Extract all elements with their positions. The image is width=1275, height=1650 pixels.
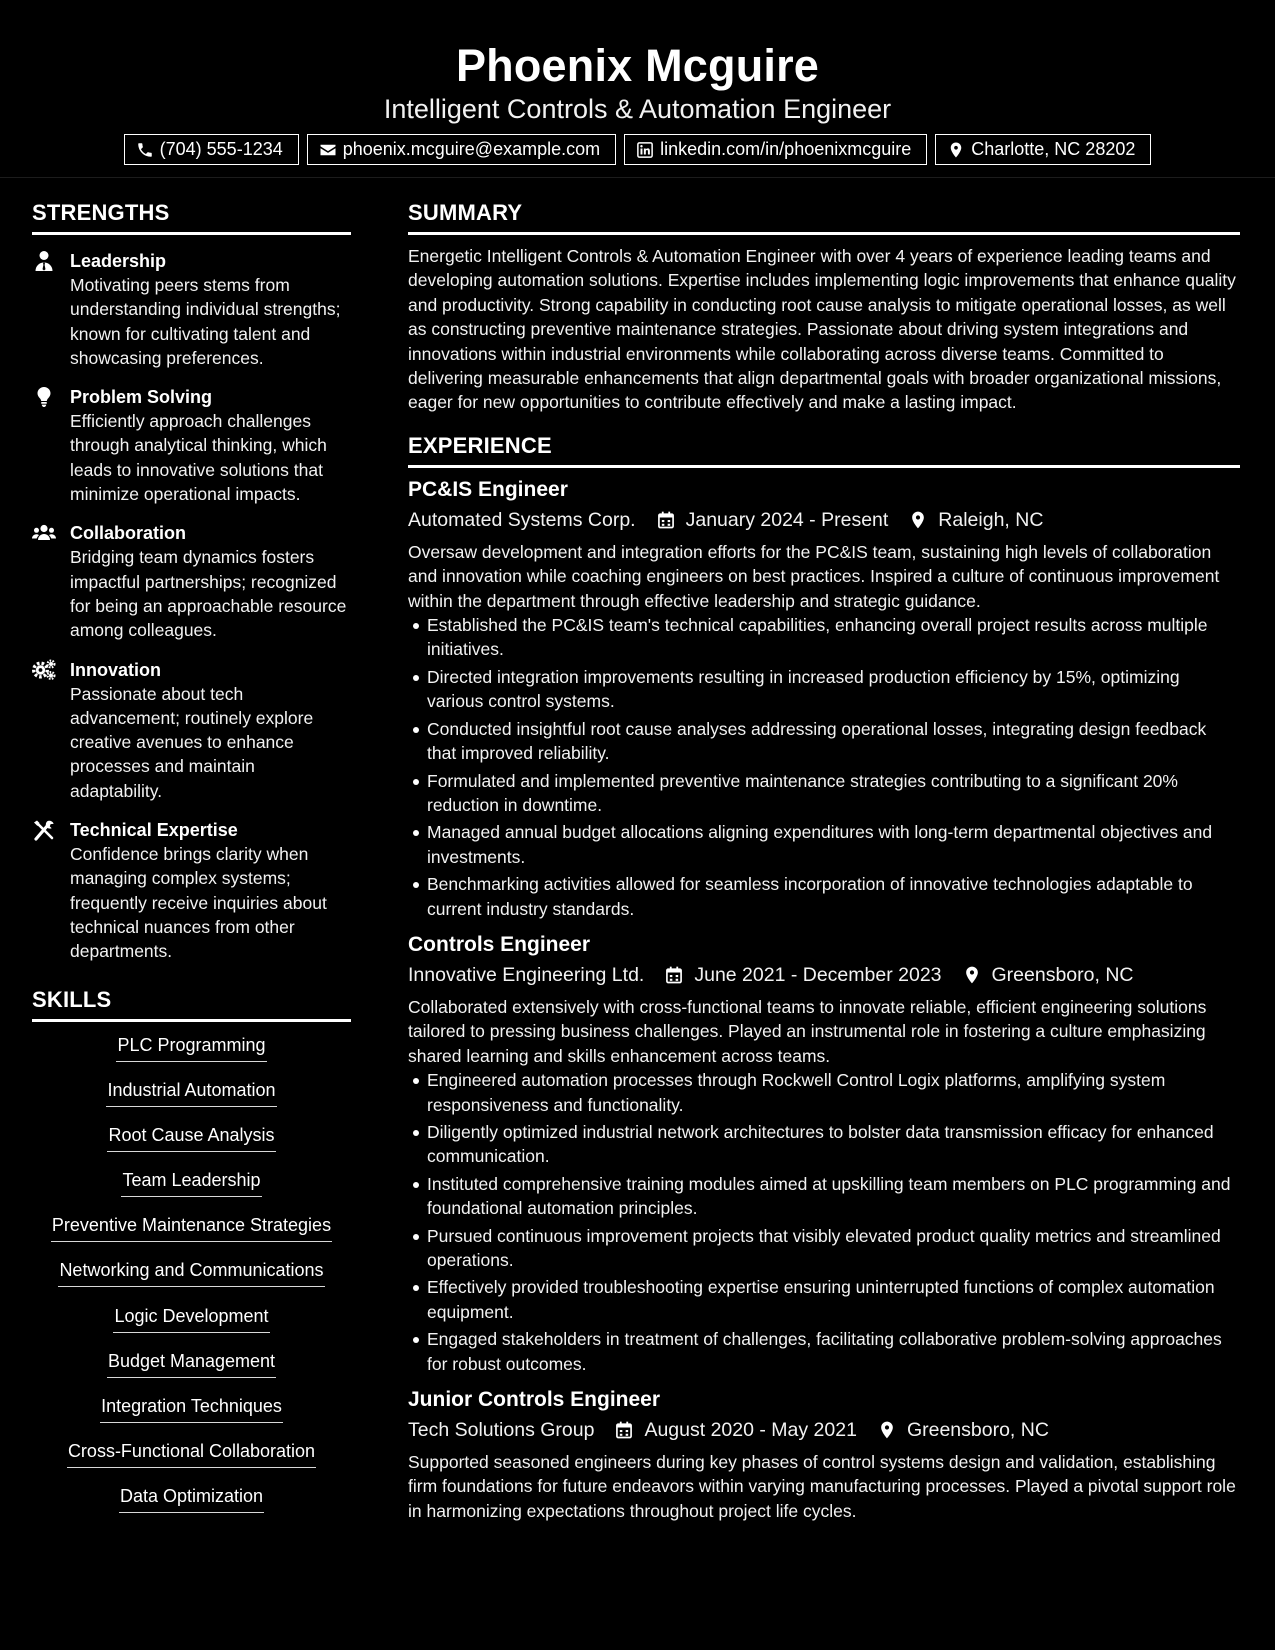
strengths-heading: STRENGTHS: [32, 200, 351, 235]
left-column: [32, 200, 351, 1530]
skill-label: PLC Programming: [116, 1033, 266, 1062]
strength-description: Bridging team dynamics fosters impactful partnerships; recognized for being an approachable resource among colleagues.: [70, 547, 347, 641]
skill-item: [32, 1258, 351, 1303]
strength-title: Collaboration: [70, 523, 186, 544]
list-item: Effectively provided troubleshooting expertise ensuring uninterrupted functions of complex automation equipment.: [408, 1275, 1240, 1324]
skill-label: Preventive Maintenance Strategies: [51, 1213, 332, 1242]
list-item: Engaged stakeholders in treatment of challenges, facilitating collaborative problem-solving approaches for robust outcomes.: [408, 1327, 1240, 1376]
contact-location[interactable]: [935, 134, 1151, 165]
location-pin-icon: [908, 510, 928, 530]
skill-item: [32, 1439, 351, 1484]
strength-title: Technical Expertise: [70, 820, 238, 841]
contact-location-text: Charlotte, NC 28202: [971, 139, 1136, 159]
strength-title: Problem Solving: [70, 387, 213, 408]
list-item: Engineered automation processes through Rockwell Control Logix platforms, amplifying system responsiveness and functionality.: [408, 1068, 1240, 1117]
contact-phone[interactable]: [124, 134, 299, 165]
strength-leadership: [32, 249, 351, 370]
phone-icon: [136, 141, 154, 159]
calendar-icon: [614, 1420, 634, 1440]
job-meta: [408, 1417, 1240, 1443]
list-item: Pursued continuous improvement projects that visibly elevated product quality metrics and streamlined operations.: [408, 1224, 1240, 1273]
skill-label: Logic Development: [113, 1304, 269, 1333]
job-dates: June 2021 - December 2023: [694, 963, 942, 986]
skill-label: Budget Management: [107, 1349, 276, 1378]
list-item: Directed integration improvements resulting in increased production efficiency by 15%, optimizing various control systems.: [408, 665, 1240, 714]
list-item: Benchmarking activities allowed for seamless incorporation of innovative technologies adaptable to current industry standards.: [408, 872, 1240, 921]
users-icon: [32, 522, 56, 544]
skills-list: [32, 1033, 351, 1530]
job-title: PC&IS Engineer: [408, 477, 568, 501]
list-item: Instituted comprehensive training modules aimed at upskilling team members on PLC programming and foundational automation principles.: [408, 1172, 1240, 1221]
job-meta: [408, 507, 1240, 533]
strength-title: Leadership: [70, 251, 167, 271]
job-description: Collaborated extensively with cross-functional teams to innovate reliable, efficient engineering solutions tailored to pressing business challenges. Played an instrumental role in fostering a culture emphasizing shared learning and skills enhancement across teams.: [408, 996, 1207, 1066]
job-description: Supported seasoned engineers during key phases of control systems design and validation, establishing firm foundations for future endeavors within varying manufacturing processes. Played a pivotal support role in harmonizing expectations throughout project life cycles.: [408, 1452, 1236, 1521]
strength-description: Efficiently approach challenges through analytical thinking, which leads to innovative solutions that minimize operational impacts.: [70, 411, 327, 505]
job-dates: August 2020 - May 2021: [644, 1419, 857, 1442]
tools-icon: [32, 819, 56, 841]
job-description: Oversaw development and integration efforts for the PC&IS team, sustaining high levels of collaboration and innovation while coaching engineers on best practices. Inspired a culture of continuous improvement within the department through effective leadership and strategic guidance.: [408, 541, 1220, 611]
summary-text: Energetic Intelligent Controls & Automation Engineer with over 4 years of experience leading teams and developing automation solutions. Expertise includes implementing logic improvements that enhance quality and productivity. Strong capability in conducting root cause analysis to mitigate operational losses, as well as constructing preventive maintenance strategies. Passionate about driving system integrations and innovations within industrial environments while collaborating across diverse teams. Committed to delivering measurable enhancements that align departmental goals with broader organizational missions, eager for new opportunities to contribute effectively and make a lasting impact.: [408, 246, 1236, 413]
calendar-icon: [656, 510, 676, 530]
summary-heading: SUMMARY: [408, 200, 1240, 235]
user-tie-icon: [32, 250, 56, 272]
strength-technical-expertise: [32, 818, 351, 963]
strength-description: Confidence brings clarity when managing complex systems; frequently receive inquiries about technical nuances from other departments.: [70, 844, 327, 962]
skill-item: [32, 1033, 351, 1078]
job-meta: [408, 962, 1240, 988]
linkedin-icon: [636, 141, 654, 159]
contact-linkedin-text: linkedin.com/in/phoenixmcguire: [660, 139, 912, 159]
strength-problem-solving: [32, 385, 351, 506]
skill-label: Data Optimization: [119, 1484, 264, 1513]
contact-email[interactable]: [307, 134, 616, 165]
skill-label: Integration Techniques: [100, 1394, 283, 1423]
job-title: Controls Engineer: [408, 932, 591, 956]
skill-label: Root Cause Analysis: [107, 1123, 275, 1152]
skill-item: [32, 1078, 351, 1123]
strength-innovation: [32, 658, 351, 803]
skill-item: [32, 1213, 351, 1258]
job-title: Junior Controls Engineer: [408, 1388, 661, 1412]
calendar-icon: [664, 965, 684, 985]
candidate-title: Intelligent Controls & Automation Engineer: [383, 94, 892, 124]
job-location: Greensboro, NC: [991, 963, 1134, 986]
skill-item: [32, 1394, 351, 1439]
skill-item: [32, 1123, 351, 1168]
job-company: Innovative Engineering Ltd.: [408, 963, 645, 986]
job-achievements: [408, 1068, 1240, 1376]
job-dates: January 2024 - Present: [685, 508, 889, 531]
skill-item: [32, 1304, 351, 1349]
job-location: Raleigh, NC: [938, 508, 1044, 531]
skill-label: Cross-Functional Collaboration: [67, 1439, 316, 1468]
contact-email-text: phoenix.mcguire@example.com: [342, 139, 601, 159]
job-entry: [408, 1386, 1240, 1523]
envelope-icon: [319, 141, 337, 159]
skill-item: [32, 1349, 351, 1394]
contact-bar: [0, 134, 1275, 165]
resume-header: [0, 0, 1275, 178]
skill-label: Networking and Communications: [58, 1258, 324, 1287]
list-item: Managed annual budget allocations aligning expenditures with long-term departmental objectives and investments.: [408, 820, 1240, 869]
location-pin-icon: [962, 965, 982, 985]
list-item: Formulated and implemented preventive maintenance strategies contributing to a significant 20% reduction in downtime.: [408, 769, 1240, 818]
job-achievements: [408, 613, 1240, 921]
strength-description: Passionate about tech advancement; routinely explore creative avenues to enhance processes and maintain adaptability.: [70, 683, 314, 801]
location-pin-icon: [877, 1420, 897, 1440]
job-company: Tech Solutions Group: [408, 1419, 595, 1442]
contact-phone-text: (704) 555-1234: [159, 139, 283, 159]
experience-heading: EXPERIENCE: [408, 433, 1240, 468]
skill-label: Team Leadership: [121, 1168, 261, 1197]
right-column: [408, 200, 1240, 1523]
skill-item: [32, 1168, 351, 1213]
list-item: Conducted insightful root cause analyses addressing operational losses, integrating design feedback that improved reliability.: [408, 717, 1240, 766]
location-pin-icon: [947, 141, 965, 159]
skills-heading: SKILLS: [32, 987, 351, 1022]
strength-title: Innovation: [70, 659, 161, 680]
candidate-name: Phoenix Mcguire: [455, 40, 820, 91]
skill-item: [32, 1484, 351, 1529]
gears-icon: [32, 659, 56, 681]
list-item: Diligently optimized industrial network architectures to bolster data transmission efficacy for enhanced communication.: [408, 1120, 1240, 1169]
job-entry: [408, 476, 1240, 921]
strength-collaboration: [32, 521, 351, 642]
job-entry: [408, 931, 1240, 1376]
lightbulb-icon: [32, 386, 56, 408]
strength-description: Motivating peers stems from understanding individual strengths; known for cultivating talent and showcasing preferences.: [70, 275, 341, 368]
job-company: Automated Systems Corp.: [408, 508, 636, 531]
list-item: Established the PC&IS team's technical capabilities, enhancing overall project results across multiple initiatives.: [408, 613, 1240, 662]
skill-label: Industrial Automation: [106, 1078, 276, 1107]
job-location: Greensboro, NC: [906, 1419, 1049, 1442]
contact-linkedin[interactable]: [624, 134, 927, 165]
